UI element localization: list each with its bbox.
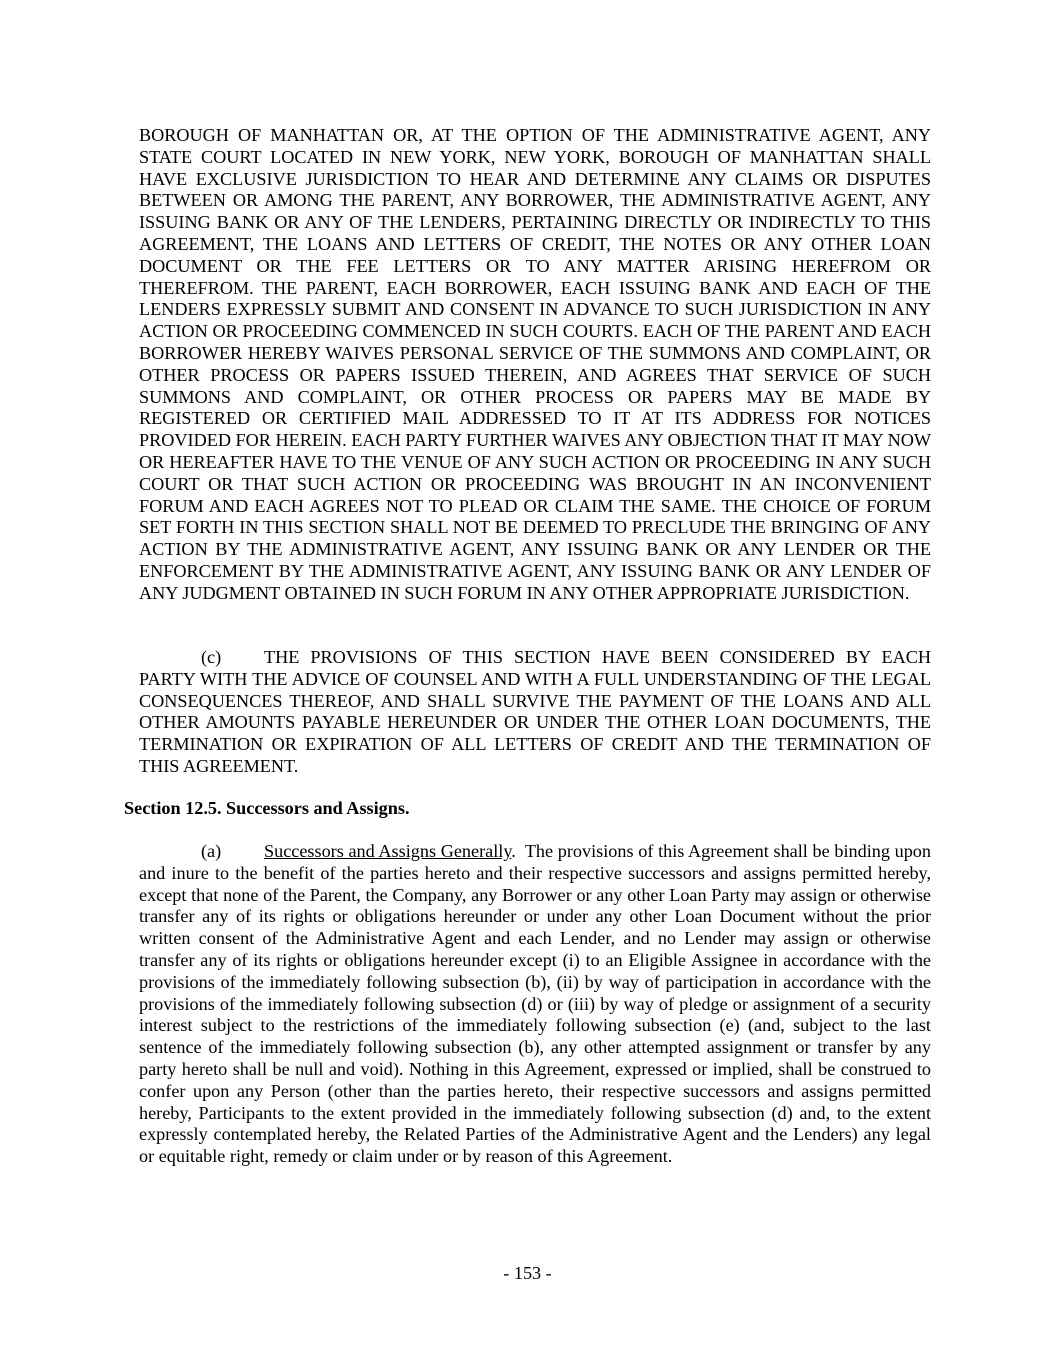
page-number: - 153 -: [503, 1263, 552, 1283]
paragraph-c-text: THE PROVISIONS OF THIS SECTION HAVE BEEN CONSIDERED BY EACH PARTY WITH THE ADVICE OF COUNSEL AND WITH A FULL UNDERSTANDING OF THE LEGAL CONSEQUENCES THEREOF, AND SHALL SURVIVE THE PAYMENT OF THE LOANS AND ALL OTHER AMOUNTS PAYABLE HEREUNDER OR UNDER THE OTHER LOAN DOCUMENTS, THE TERMINATION OR EXPIRATION OF ALL LETTERS OF CREDIT AND THE TERMINATION OF THIS AGREEMENT.: [139, 647, 931, 776]
paragraph-a-text: The provisions of this Agreement shall be binding upon and inure to the benefit of the parties hereto and their respective successors and assigns permitted hereby, except that none of the Parent, the Company, any Borrower or any other Loan Party may assign or otherwise transfer any of its rights or obligations hereunder or under any other Loan Document without the prior written consent of the Administrative Agent and each Lender, and no Lender may assign or otherwise transfer any of its rights or obligations hereunder except (i) to an Eligible Assignee in accordance with the provisions of the immediately following subsection (b), (ii) by way of participation in accordance with the provisions of the immediately following subsection (d) or (iii) by way of pledge or assignment of a security interest subject to the restrictions of the immediately following subsection (e) (and, subject to the last sentence of the immediately following subsection (b), any other attempted assignment or transfer by any party hereto shall be null and void). Nothing in this Agreement, expressed or implied, shall be construed to confer upon any Person (other than the parties hereto, their respective successors and assigns permitted hereby, Participants to the extent provided in the immediately following subsection (d) and, to the extent expressly contemplated hereby, the Related Parties of the Administrative Agent and the Lenders) any legal or equitable right, remedy or claim under or by reason of this Agreement.: [139, 841, 931, 1167]
paragraph-a-title-suffix: .: [511, 841, 525, 861]
paragraph-a-title: Successors and Assigns Generally: [264, 841, 512, 861]
paragraph-c-label: (c): [201, 647, 222, 667]
successors-paragraph-a: [139, 841, 931, 1168]
section-heading: Section 12.5. Successors and Assigns.: [124, 798, 410, 818]
jurisdiction-paragraph: BOROUGH OF MANHATTAN OR, AT THE OPTION OF THE ADMINISTRATIVE AGENT, ANY STATE COURT LOCATED IN NEW YORK, NEW YORK, BOROUGH OF MANHATTAN SHALL HAVE EXCLUSIVE JURISDICTION TO HEAR AND DETERMINE ANY CLAIMS OR DISPUTES BETWEEN OR AMONG THE PARENT, ANY BORROWER, THE ADMINISTRATIVE AGENT, ANY ISSUING BANK OR ANY OF THE LENDERS, PERTAINING DIRECTLY OR INDIRECTLY TO THIS AGREEMENT, THE LOANS AND LETTERS OF CREDIT, THE NOTES OR ANY OTHER LOAN DOCUMENT OR THE FEE LETTERS OR TO ANY MATTER ARISING HEREFROM OR THEREFROM. THE PARENT, EACH BORROWER, EACH ISSUING BANK AND EACH OF THE LENDERS EXPRESSLY SUBMIT AND CONSENT IN ADVANCE TO SUCH JURISDICTION IN ANY ACTION OR PROCEEDING COMMENCED IN SUCH COURTS. EACH OF THE PARENT AND EACH BORROWER HEREBY WAIVES PERSONAL SERVICE OF THE SUMMONS AND COMPLAINT, OR OTHER PROCESS OR PAPERS ISSUED THEREIN, AND AGREES THAT SERVICE OF SUCH SUMMONS AND COMPLAINT, OR OTHER PROCESS OR PAPERS MAY BE MADE BY REGISTERED OR CERTIFIED MAIL ADDRESSED TO IT AT ITS ADDRESS FOR NOTICES PROVIDED FOR HEREIN. EACH PARTY FURTHER WAIVES ANY OBJECTION THAT IT MAY NOW OR HEREAFTER HAVE TO THE VENUE OF ANY SUCH ACTION OR PROCEEDING IN ANY SUCH COURT OR THAT SUCH ACTION OR PROCEEDING WAS BROUGHT IN AN INCONVENIENT FORUM AND EACH AGREES NOT TO PLEAD OR CLAIM THE SAME. THE CHOICE OF FORUM SET FORTH IN THIS SECTION SHALL NOT BE DEEMED TO PRECLUDE THE BRINGING OF ANY ACTION BY THE ADMINISTRATIVE AGENT, ANY ISSUING BANK OR ANY LENDER OR THE ENFORCEMENT BY THE ADMINISTRATIVE AGENT, ANY ISSUING BANK OR ANY LENDER OF ANY JUDGMENT OBTAINED IN SUCH FORUM IN ANY OTHER APPROPRIATE JURISDICTION.: [139, 125, 931, 603]
provisions-paragraph-c: [139, 647, 931, 778]
paragraph-a-label: (a): [201, 841, 222, 861]
